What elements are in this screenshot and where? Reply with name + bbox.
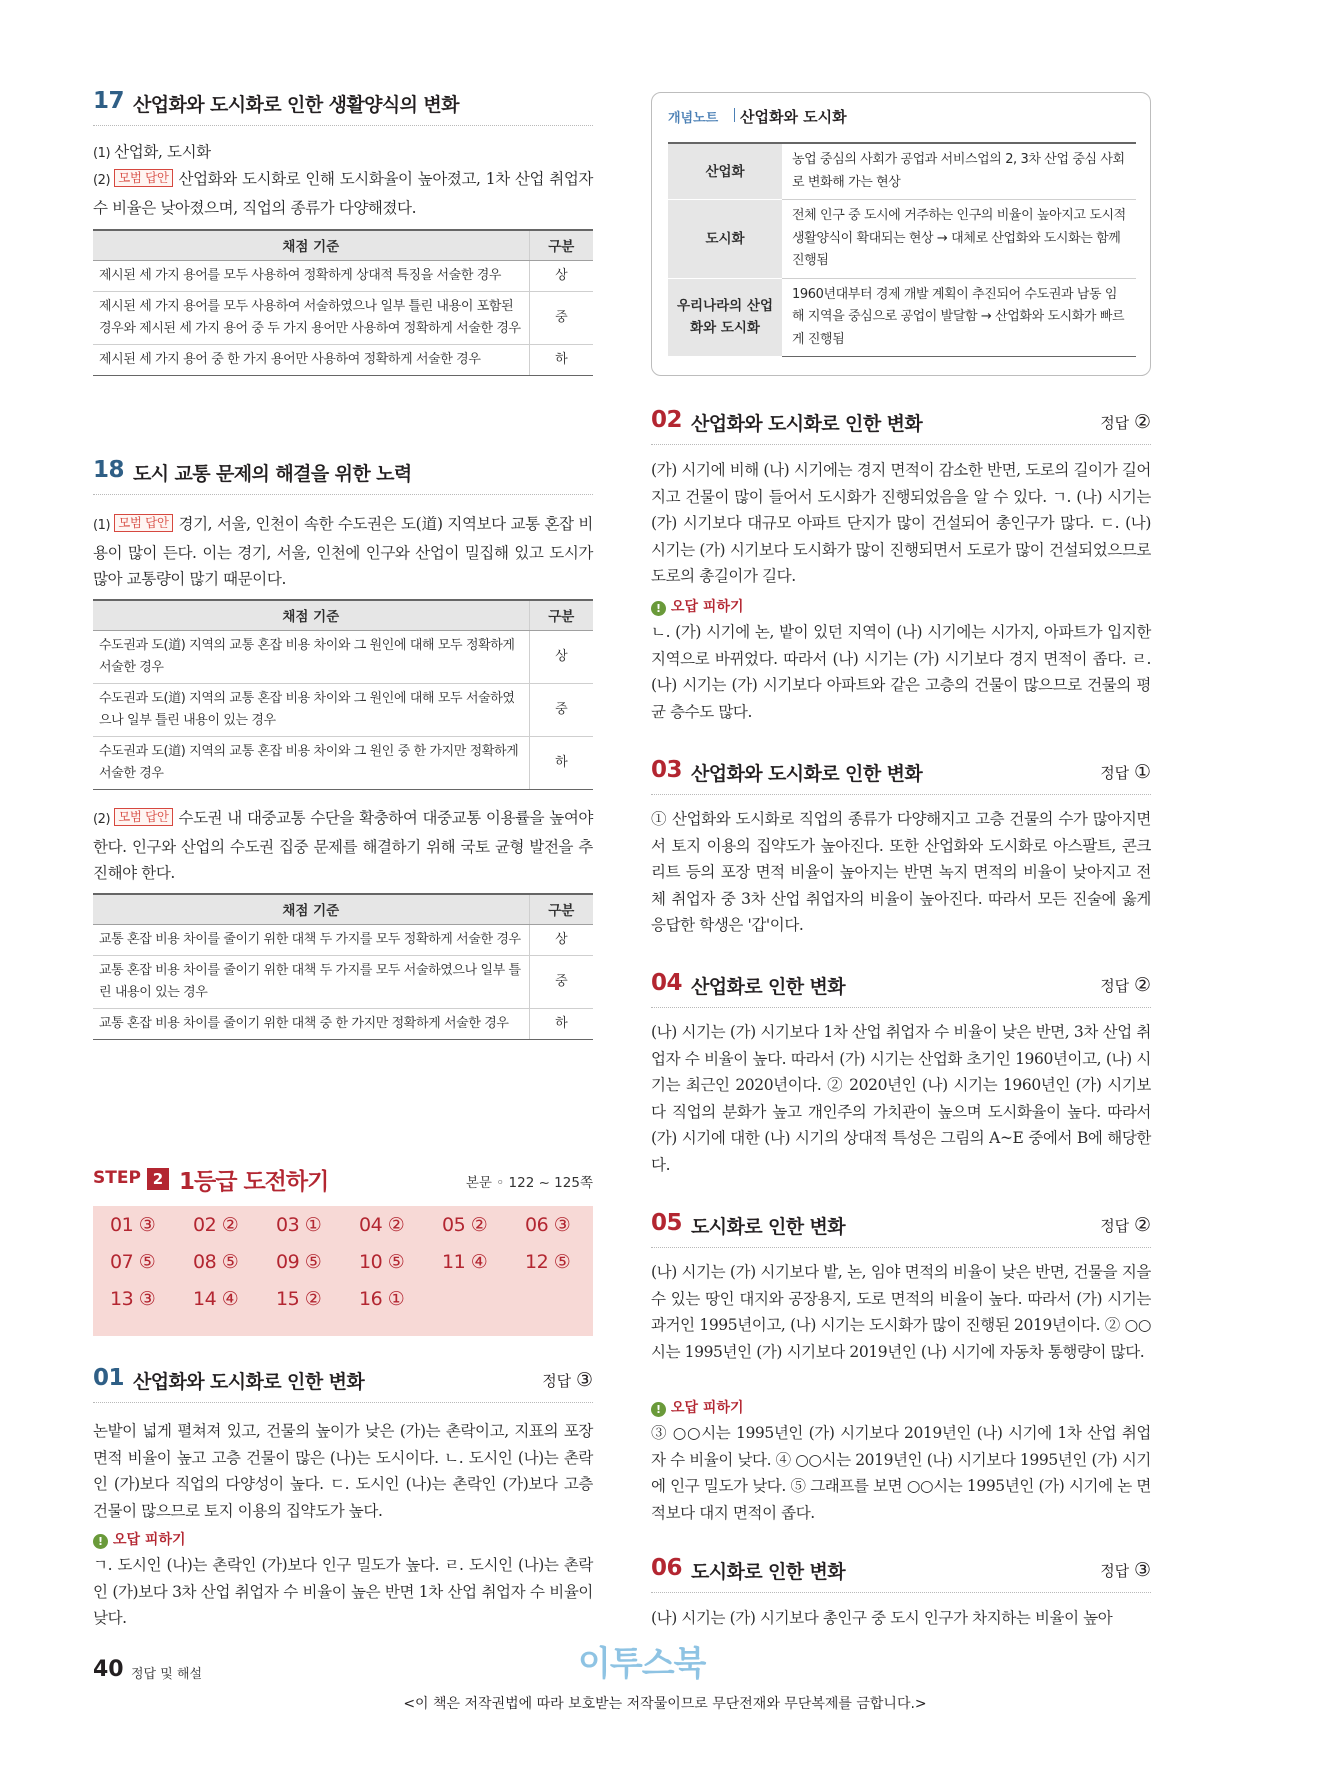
divider [734, 108, 735, 122]
q01-avoid-text: ㄱ. 도시인 (나)는 촌락인 (가)보다 인구 밀도가 높다. ㄹ. 도시인 (나)는 촌락인 (가)보다 3차 산업 취업자 수 비율이 높은 반면 1차 산업 취업자 수 비율이 낮다. [93, 1556, 593, 1627]
grade-cell: 상 [529, 924, 593, 955]
answer-label: 정답 [1100, 764, 1130, 782]
q02-header [651, 405, 1151, 445]
concept-note-label: 개념노트 [668, 111, 719, 126]
grade-header: 구분 [529, 894, 593, 924]
answer-label: 정답 [1100, 414, 1130, 432]
criteria-cell: 수도권과 도(道) 지역의 교통 혼잡 비용 차이와 그 원인 중 한 가지만 정확하게 서술한 경우 [93, 736, 529, 789]
answer-item: 16 ① [359, 1288, 405, 1310]
table-row [93, 291, 593, 344]
avoid-label: 오답 피하기 [113, 1532, 186, 1548]
q06-header [651, 1553, 1151, 1593]
table-row [93, 630, 593, 683]
q02-title: 산업화와 도시화로 인한 변화 [691, 413, 923, 435]
q03-number: 03 [651, 757, 683, 783]
table-row [93, 924, 593, 955]
answer-value: ③ [1133, 1559, 1151, 1581]
answer-item: 04 ② [359, 1214, 405, 1236]
q02-avoid-text: ㄴ. (가) 시기에 논, 밭이 있던 지역이 (나) 시기에는 시가지, 아파트가 입지한 지역으로 바뀌었다. 따라서 (나) 시기는 (가) 시기보다 경지 면적이 좁다. ㄹ. (나) 시기는 (가) 시기보다 아파트와 같은 고층의 건물이 많으므로 건물의 평균 층수도 많다. [651, 623, 1151, 721]
exclamation-icon: ! [651, 1402, 666, 1417]
table-row [668, 200, 1136, 279]
concept-table [668, 142, 1136, 357]
table-header-row [93, 230, 593, 260]
answer-item: 11 ④ [442, 1251, 488, 1273]
term-cell: 도시화 [668, 200, 782, 279]
table-row [668, 278, 1136, 357]
q18-scoring-table-2 [93, 893, 593, 1040]
answer-grid [93, 1206, 593, 1336]
q04-header [651, 968, 1151, 1008]
publisher-logo: 이투스북 [578, 1644, 706, 1684]
answer-item: 07 ⑤ [110, 1251, 156, 1273]
table-row [93, 955, 593, 1008]
criteria-cell: 제시된 세 가지 용어를 모두 사용하여 서술하였으나 일부 틀린 내용이 포함된 경우와 제시된 세 가지 용어 중 두 가지 용어만 사용하여 정확하게 서술한 경우 [93, 291, 529, 344]
criteria-cell: 수도권과 도(道) 지역의 교통 혼잡 비용 차이와 그 원인에 대해 모두 서술하였으나 일부 틀린 내용이 있는 경우 [93, 683, 529, 736]
criteria-cell: 제시된 세 가지 용어 중 한 가지 용어만 사용하여 정확하게 서술한 경우 [93, 344, 529, 375]
exclamation-icon: ! [93, 1534, 108, 1549]
q17-header [93, 86, 593, 126]
q03-answer [1100, 761, 1151, 783]
description-cell: 1960년대부터 경제 개발 계획이 추진되어 수도권과 남동 임해 지역을 중심으로 공업이 발달함 → 산업화와 도시화가 빠르게 진행됨 [792, 286, 1125, 347]
concept-note-title: 산업화와 도시화 [740, 108, 847, 126]
page-reference: 본문 ◦ 122 ~ 125쪽 [465, 1175, 593, 1191]
answer-value: ② [1133, 974, 1151, 996]
answer-label: 정답 [1100, 977, 1130, 995]
step-title: 1등급 도전하기 [179, 1169, 329, 1195]
grade-cell: 하 [529, 1008, 593, 1039]
exclamation-icon: ! [651, 601, 666, 616]
q06-answer [1100, 1559, 1151, 1581]
grade-cell: 중 [529, 291, 593, 344]
q01-header [93, 1363, 593, 1403]
grade-cell: 하 [529, 736, 593, 789]
grade-cell: 상 [529, 260, 593, 291]
concept-note-box [651, 92, 1151, 376]
answer-item: 05 ② [442, 1214, 488, 1236]
q06-body: (나) 시기는 (가) 시기보다 총인구 중 도시 인구가 차지하는 비율이 높아 [651, 1609, 1113, 1627]
answer-value: ① [1133, 761, 1151, 783]
footer-label: 정답 및 해설 [131, 1667, 203, 1682]
q17-part2-text: 산업화와 도시화로 인해 도시화율이 높아졌고, 1차 산업 취업자 수 비율은 낮아졌으며, 직업의 종류가 다양해졌다. [93, 170, 593, 217]
q04-answer [1100, 974, 1151, 996]
q18-number: 18 [93, 457, 125, 483]
q01-body: 논밭이 넓게 펼쳐져 있고, 건물의 높이가 낮은 (가)는 촌락이고, 지표의 포장 면적 비율이 높고 고층 건물이 많은 (나)는 도시이다. ㄴ. 도시인 (나)는 촌락인 (가)보다 직업의 다양성이 높다. ㄷ. 도시인 (나)는 촌락인 (가)보다 고층 건물이 많으므로 토지 이용의 집약도가 높다. [93, 1422, 593, 1520]
q18-part2-text: 수도권 내 대중교통 수단을 확충하여 대중교통 이용률을 높여야 한다. 인구와 산업의 수도권 집중 문제를 해결하기 위해 국토 균형 발전을 추진해야 한다. [93, 809, 593, 882]
q17-part2-label: (2) [93, 173, 111, 188]
q18-part1-label: (1) [93, 518, 111, 533]
q01-answer [542, 1369, 593, 1391]
q18-part2 [93, 805, 593, 887]
page-number: 40 [93, 1657, 124, 1682]
q06-number: 06 [651, 1555, 683, 1581]
q18-scoring-table-1 [93, 599, 593, 790]
q01-number: 01 [93, 1365, 125, 1391]
answer-value: ② [1133, 411, 1151, 433]
q17-part1-label: (1) [93, 146, 111, 161]
answer-item: 10 ⑤ [359, 1251, 405, 1273]
answer-item: 06 ③ [525, 1214, 571, 1236]
q05-number: 05 [651, 1210, 683, 1236]
criteria-cell: 교통 혼잡 비용 차이를 줄이기 위한 대책 두 가지를 모두 서술하였으나 일부 틀린 내용이 있는 경우 [93, 955, 529, 1008]
answer-item: 09 ⑤ [276, 1251, 322, 1273]
grade-cell: 상 [529, 630, 593, 683]
q04-number: 04 [651, 970, 683, 996]
grade-cell: 중 [529, 955, 593, 1008]
criteria-cell: 수도권과 도(道) 지역의 교통 혼잡 비용 차이와 그 원인에 대해 모두 정확하게 서술한 경우 [93, 630, 529, 683]
q18-header [93, 455, 593, 495]
term-cell: 우리나라의 산업화와 도시화 [668, 278, 782, 357]
step-header [93, 1160, 593, 1200]
answer-label: 정답 [1100, 1562, 1130, 1580]
q06-title: 도시화로 인한 변화 [691, 1561, 846, 1583]
q02-avoid-heading [651, 596, 744, 616]
grade-header: 구분 [529, 600, 593, 630]
q17-number: 17 [93, 88, 125, 114]
criteria-cell: 교통 혼잡 비용 차이를 줄이기 위한 대책 중 한 가지만 정확하게 서술한 경우 [93, 1008, 529, 1039]
criteria-header: 채점 기준 [93, 230, 529, 260]
answer-item: 02 ② [193, 1214, 239, 1236]
avoid-label: 오답 피하기 [671, 599, 744, 615]
q17-title: 산업화와 도시화로 인한 생활양식의 변화 [133, 94, 459, 116]
q05-avoid-text: ③ ○○시는 1995년인 (가) 시기보다 2019년인 (나) 시기에 1차 산업 취업자 수 비율이 낮다. ④ ○○시는 2019년인 (나) 시기보다 1995년인 (가) 시기에 인구 밀도가 낮다. ⑤ 그래프를 보면 ○○시는 1995년인 (가) 시기에 논 면적보다 대지 면적이 좁다. [651, 1424, 1151, 1522]
answer-label: 정답 [542, 1372, 572, 1390]
grade-cell: 하 [529, 344, 593, 375]
grade-cell: 중 [529, 683, 593, 736]
q05-answer [1100, 1214, 1151, 1236]
step-label: STEP [93, 1168, 141, 1188]
answer-item: 14 ④ [193, 1288, 239, 1310]
table-row [93, 736, 593, 789]
q01-title: 산업화와 도시화로 인한 변화 [133, 1371, 365, 1393]
answer-value: ③ [575, 1369, 593, 1391]
answer-item: 01 ③ [110, 1214, 156, 1236]
answer-item: 03 ① [276, 1214, 322, 1236]
q01-avoid-heading [93, 1529, 186, 1549]
table-row [93, 1008, 593, 1039]
criteria-header: 채점 기준 [93, 894, 529, 924]
table-row [668, 143, 1136, 200]
answer-item: 13 ③ [110, 1288, 156, 1310]
criteria-cell: 교통 혼잡 비용 차이를 줄이기 위한 대책 두 가지를 모두 정확하게 서술한 경우 [93, 924, 529, 955]
model-answer-tag: 모범 답안 [114, 514, 172, 532]
answer-value: ② [1133, 1214, 1151, 1236]
q05-header [651, 1208, 1151, 1248]
answer-item: 12 ⑤ [525, 1251, 571, 1273]
answer-item: 15 ② [276, 1288, 322, 1310]
model-answer-tag: 모범 답안 [114, 169, 172, 187]
q05-avoid-heading [651, 1397, 744, 1417]
model-answer-tag: 모범 답안 [114, 808, 172, 826]
q18-title: 도시 교통 문제의 해결을 위한 노력 [133, 463, 412, 485]
q02-number: 02 [651, 407, 683, 433]
q17-part1-text: 산업화, 도시화 [114, 143, 211, 161]
table-row [93, 344, 593, 375]
q18-part2-label: (2) [93, 812, 111, 827]
copyright-notice: <이 책은 저작권법에 따라 보호받는 저작물이므로 무단전재와 무단복제를 금합니다.> [403, 1696, 927, 1712]
q17-part2 [93, 166, 593, 221]
answer-item: 08 ⑤ [193, 1251, 239, 1273]
q18-part1-text: 경기, 서울, 인천이 속한 수도권은 도(道) 지역보다 교통 혼잡 비용이 많이 든다. 이는 경기, 서울, 인천에 인구와 산업이 밀집해 있고 도시가 많아 교통량이 많기 때문이다. [93, 515, 593, 588]
step-number: 2 [147, 1168, 169, 1190]
q02-answer [1100, 411, 1151, 433]
q03-body: ① 산업화와 도시화로 직업의 종류가 다양해지고 고층 건물의 수가 많아지면서 토지 이용의 집약도가 높아진다. 또한 산업화와 도시화로 아스팔트, 콘크리트 등의 포장 면적 비율이 높아지는 반면 녹지 면적의 비율이 낮아지고 전체 취업자 중 3차 산업 취업자의 비율이 높아진다. 따라서 모든 진술에 옳게 응답한 학생은 '갑'이다. [651, 810, 1151, 934]
q02-body: (가) 시기에 비해 (나) 시기에는 경지 면적이 감소한 반면, 도로의 길이가 길어지고 건물이 많이 들어서 도시화가 진행되었음을 알 수 있다. ㄱ. (나) 시기는 (가) 시기보다 대규모 아파트 단지가 많이 건설되어 총인구가 많다. ㄷ. (나) 시기는 (가) 시기보다 도시화가 많이 진행되면서 도로가 많이 건설되었으므로 도로의 총길이가 길다. [651, 461, 1151, 585]
q03-header [651, 755, 1151, 795]
q05-body: (나) 시기는 (가) 시기보다 밭, 논, 임야 면적의 비율이 낮은 반면, 건물을 지을 수 있는 땅인 대지와 공장용지, 도로 면적의 비율이 높다. 따라서 (가) 시기는 과거인 1995년이고, (나) 시기는 도시화가 많이 진행된 2019년이다. ② ○○시는 1995년인 (가) 시기보다 2019년인 (나) 시기에 자동차 통행량이 많다. [651, 1263, 1151, 1361]
description-cell: 농업 중심의 사회가 공업과 서비스업의 2, 3차 산업 중심 사회로 변화해 가는 현상 [782, 143, 1136, 200]
q05-title: 도시화로 인한 변화 [691, 1216, 846, 1238]
term-cell: 산업화 [668, 143, 782, 200]
table-header-row [93, 894, 593, 924]
q17-part1 [93, 139, 593, 168]
q03-title: 산업화와 도시화로 인한 변화 [691, 763, 923, 785]
grade-header: 구분 [529, 230, 593, 260]
q17-scoring-table [93, 229, 593, 376]
criteria-cell: 제시된 세 가지 용어를 모두 사용하여 정확하게 상대적 특징을 서술한 경우 [93, 260, 529, 291]
avoid-label: 오답 피하기 [671, 1400, 744, 1416]
answer-label: 정답 [1100, 1217, 1130, 1235]
table-row [93, 260, 593, 291]
table-row [93, 683, 593, 736]
description-cell: 전체 인구 중 도시에 거주하는 인구의 비율이 높아지고 도시적 생활양식이 확대되는 현상 → 대체로 산업화와 도시화는 함께 진행됨 [782, 200, 1136, 279]
q04-title: 산업화로 인한 변화 [691, 976, 846, 998]
q18-part1 [93, 511, 593, 593]
criteria-header: 채점 기준 [93, 600, 529, 630]
table-header-row [93, 600, 593, 630]
q04-body: (나) 시기는 (가) 시기보다 1차 산업 취업자 수 비율이 낮은 반면, 3차 산업 취업자 수 비율이 높다. 따라서 (가) 시기는 산업화 초기인 1960년이고, (나) 시기는 최근인 2020년이다. ② 2020년인 (나) 시기는 1960년인 (가) 시기보다 직업의 분화가 높고 개인주의 가치관이 높으며 도시화율이 높다. 따라서 (가) 시기에 대한 (나) 시기의 상대적 특성은 그림의 A~E 중에서 B에 해당한다. [651, 1023, 1151, 1174]
